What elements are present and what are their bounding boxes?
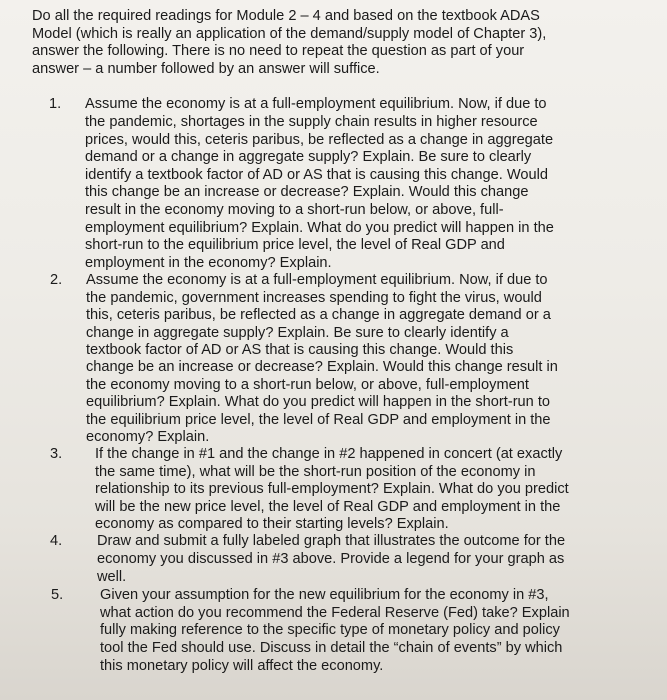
question-number: 3.	[50, 446, 63, 463]
question-line: result in the economy moving to a short-run below, or above, full-	[85, 201, 504, 218]
question-line: employment in the economy? Explain.	[85, 254, 332, 271]
question-line: equilibrium? Explain. What do you predict will happen in the short-run to	[86, 394, 551, 411]
question-line: this change be an increase or decrease? Explain. Would this change	[85, 184, 529, 201]
question-line: the same time), what will be the short-run position of the economy in	[95, 463, 536, 480]
question-item-4	[32, 533, 651, 586]
question-line: demand or a change in aggregate supply? Explain. Be sure to clearly	[85, 149, 532, 166]
question-line: relationship to its previous full-employment? Explain. What do you predict	[95, 481, 569, 498]
question-line: the pandemic, shortages in the supply chain results in higher resource	[85, 113, 538, 130]
question-line: the pandemic, government increases spending to fight the virus, would	[86, 289, 542, 306]
question-line: will be the new price level, the level of Real GDP and employment in the	[95, 498, 561, 515]
question-line: identify a textbook factor of AD or AS that is causing this change. Would	[85, 166, 548, 183]
question-number: 5.	[51, 586, 64, 603]
question-line: economy? Explain.	[86, 428, 210, 445]
intro-line: Model (which is really an application of the demand/supply model of Chapter 3),	[32, 25, 547, 42]
question-line: Assume the economy is at a full-employment equilibrium. Now, if due to	[86, 272, 548, 289]
question-line: economy you discussed in #3 above. Provide a legend for your graph as	[97, 551, 565, 568]
question-line: well.	[97, 569, 127, 585]
question-number: 2.	[50, 272, 63, 289]
question-line: change be an increase or decrease? Explain. Would this change result in	[86, 359, 558, 376]
question-line: Given your assumption for the new equilibrium for the economy in #3,	[100, 586, 549, 603]
question-line: tool the Fed should use. Discuss in detail the “chain of events” by which	[100, 640, 563, 657]
question-item-2	[32, 272, 651, 446]
question-number: 1.	[49, 96, 62, 113]
question-item-3	[32, 446, 651, 533]
question-line: what action do you recommend the Federal Reserve (Fed) take? Explain	[100, 604, 570, 621]
question-line: fully making reference to the specific type of monetary policy and policy	[100, 622, 560, 639]
question-item-5	[32, 587, 651, 676]
question-line: this monetary policy will affect the economy.	[100, 657, 384, 674]
question-line: the equilibrium price level, the level of Real GDP and employment in the	[86, 411, 551, 428]
intro-line: answer – a number followed by an answer will suffice.	[32, 60, 380, 77]
intro-line: Do all the required readings for Module 2 – 4 and based on the textbook ADAS	[32, 8, 540, 24]
question-line: Draw and submit a fully labeled graph that illustrates the outcome for the	[97, 533, 566, 550]
question-line: this, ceteris paribus, be reflected as a change in aggregate demand or a	[86, 307, 551, 324]
question-line: economy as compared to their starting levels? Explain.	[95, 516, 449, 532]
question-number: 4.	[50, 533, 63, 550]
question-line: If the change in #1 and the change in #2 happened in concert (at exactly	[95, 446, 563, 463]
question-line: change in aggregate supply? Explain. Be sure to clearly identify a	[86, 324, 509, 341]
question-line: textbook factor of AD or AS that is causing this change. Would this	[86, 341, 514, 358]
question-line: Assume the economy is at a full-employment equilibrium. Now, if due to	[85, 96, 547, 113]
question-line: short-run to the equilibrium price level, the level of Real GDP and	[85, 237, 505, 254]
intro-paragraph	[32, 8, 610, 78]
question-item-1	[32, 96, 651, 272]
question-line: employment equilibrium? Explain. What do you predict will happen in the	[85, 219, 554, 236]
question-list	[32, 96, 651, 675]
intro-line: answer the following. There is no need to repeat the question as part of your	[32, 43, 525, 60]
question-line: prices, would this, ceteris paribus, be reflected as a change in aggregate	[85, 131, 554, 148]
question-line: the economy moving to a short-run below, or above, full-employment	[86, 376, 529, 393]
